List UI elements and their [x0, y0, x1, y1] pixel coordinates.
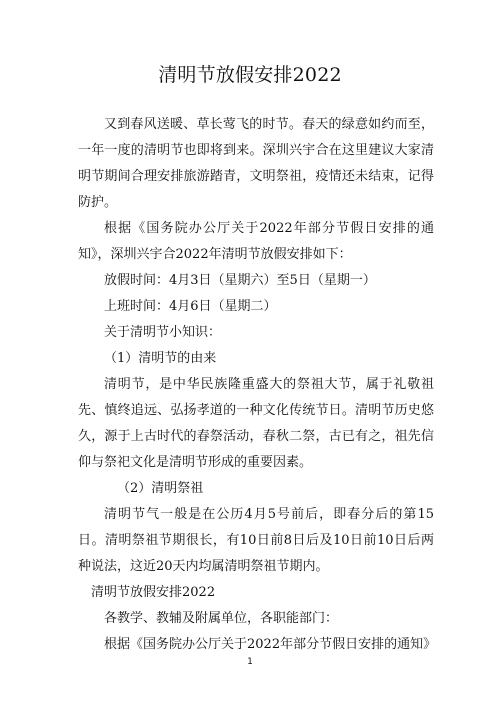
paragraph-ancestor-body: 清明节气一般是在公历4月5号前后，即春分后的第15日。清明祭祖节期很长，有10日前8日后及10日前10日后两种说法，这近20天内均属清明祭祖节期内。: [78, 507, 434, 574]
document-title: 清明节放假安排2022: [158, 64, 342, 86]
paragraph-subtitle: 清明节放假安排2022: [91, 585, 216, 600]
paragraph-origin-heading: （1）清明节的由来: [104, 351, 217, 366]
paragraph-ancestor-heading: （2）清明祭祖: [117, 481, 204, 496]
paragraph-work-time: 上班时间：4月6日（星期二）: [104, 299, 277, 314]
paragraph-holiday-time: 放假时间：4月3日（星期六）至5日（星期一）: [104, 273, 376, 288]
paragraph-knowledge-heading: 关于清明节小知识：: [104, 325, 222, 340]
paragraph-recipients: 各教学、教辅及附属单位，各职能部门：: [104, 611, 339, 626]
paragraph-intro: 又到春风送暖、草长莺飞的时节。春天的绿意如约而至，一年一度的清明节也即将到来。深圳兴宇合在这里建议大家清明节期间合理安排旅游踏青，文明祭祖，疫情还未结束，记得防护。: [78, 117, 434, 210]
paragraph-origin-body: 清明节，是中华民族隆重盛大的祭祖大节，属于礼敬祖先、慎终追远、弘扬孝道的一种文化传统节日。清明节历史悠久，源于上古时代的春祭活动，春秋二祭，古已有之，祖先信仰与祭祀文化是清明节形成的重要因素。: [78, 377, 434, 470]
document-body: [78, 112, 437, 658]
page-number: 1: [247, 657, 253, 667]
paragraph-notice-reference: 根据《国务院办公厅关于2022年部分节假日安排的通知》，深圳兴宇合2022年清明节放假安排如下：: [78, 221, 434, 262]
paragraph-notice-reference-2: 根据《国务院办公厅关于2022年部分节假日安排的通知》: [104, 637, 437, 652]
